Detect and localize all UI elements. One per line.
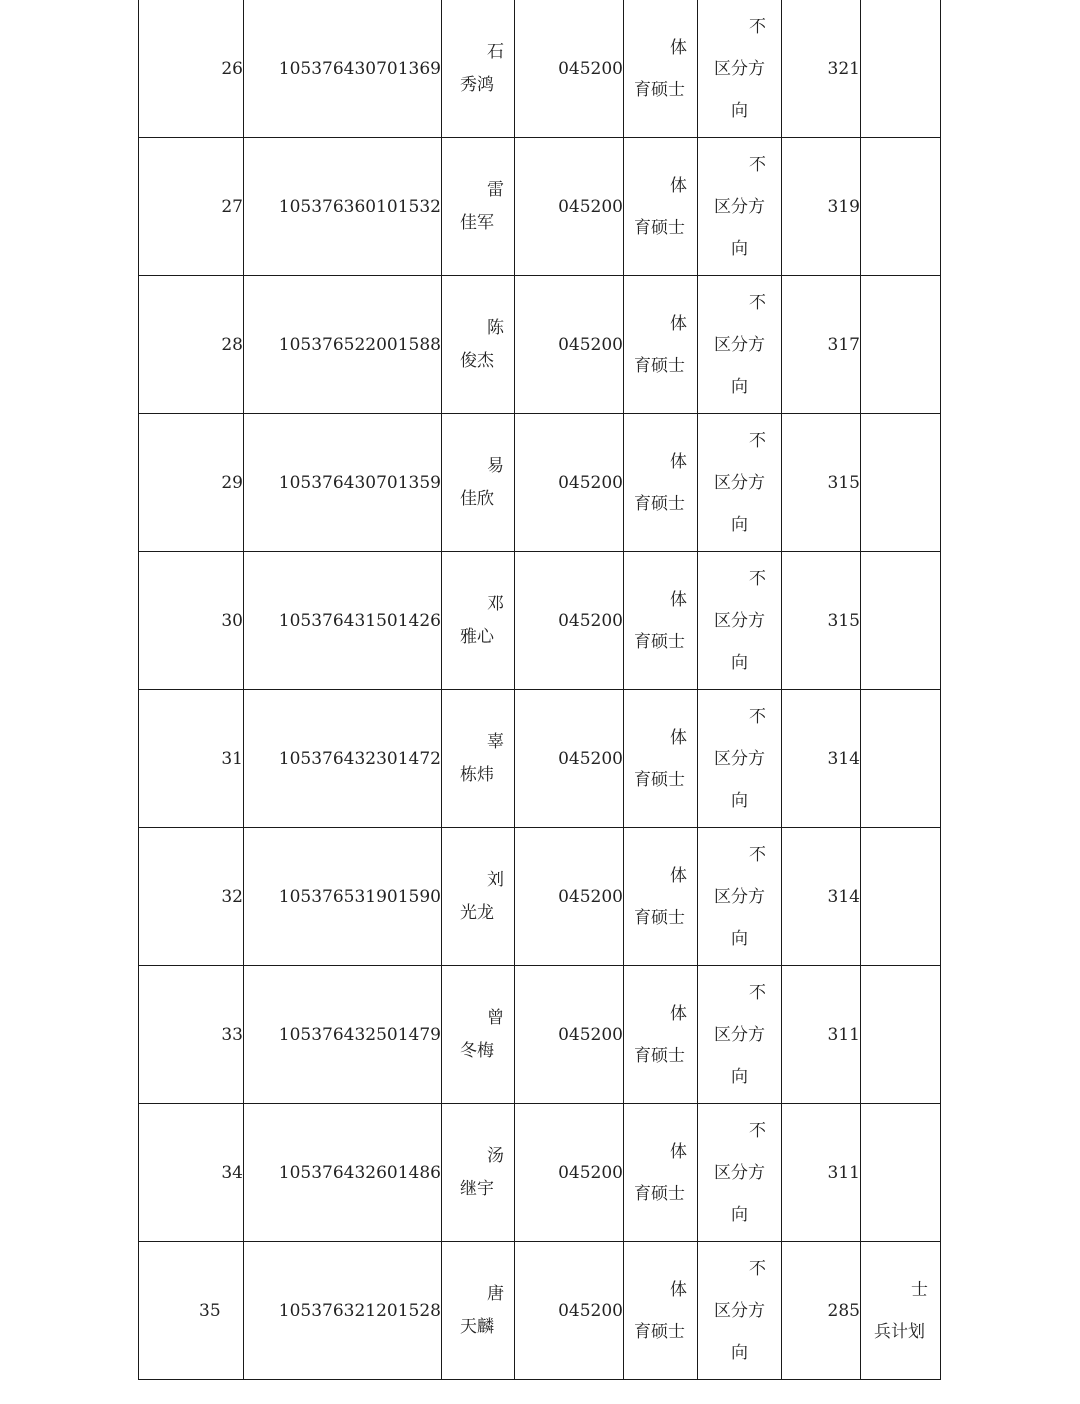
name-line-2: 俊杰 — [460, 350, 494, 371]
name-line-1: 邓 — [487, 593, 504, 614]
direction-line-3: 向 — [731, 514, 748, 535]
row-number-cell — [139, 414, 244, 552]
score-cell — [782, 0, 861, 138]
direction-cell — [698, 552, 782, 690]
direction-line-3: 向 — [731, 1066, 748, 1087]
major-code-cell — [515, 1242, 624, 1380]
table-row — [139, 276, 941, 414]
exam-id-cell — [244, 552, 442, 690]
score-cell — [782, 966, 861, 1104]
exam-id-cell — [244, 0, 442, 138]
table-row — [139, 138, 941, 276]
major-code: 045200 — [558, 58, 623, 79]
major-code: 045200 — [558, 1024, 623, 1045]
major-code-cell — [515, 1104, 624, 1242]
table-row — [139, 552, 941, 690]
direction-cell — [698, 276, 782, 414]
major-name-cell — [624, 276, 698, 414]
direction-line-3: 向 — [731, 790, 748, 811]
table-row — [139, 966, 941, 1104]
row-number: 27 — [221, 196, 243, 217]
exam-id: 105376432301472 — [278, 748, 441, 769]
major-code-cell — [515, 690, 624, 828]
name-line-1: 石 — [487, 41, 504, 62]
name-line-1: 辜 — [487, 731, 504, 752]
score-cell — [782, 690, 861, 828]
row-number-cell — [139, 1242, 244, 1380]
major-line-1: 体 — [670, 313, 687, 334]
score: 317 — [827, 334, 860, 355]
name-line-2: 冬梅 — [460, 1040, 494, 1061]
name-cell — [442, 552, 515, 690]
note-line-2: 兵计划 — [874, 1321, 925, 1342]
score: 315 — [827, 610, 860, 631]
major-line-2: 育硕士 — [634, 79, 685, 100]
name-line-2: 佳军 — [460, 212, 494, 233]
note-cell — [861, 828, 941, 966]
name-line-1: 雷 — [487, 179, 504, 200]
major-line-2: 育硕士 — [634, 217, 685, 238]
name-line-2: 栋炜 — [460, 764, 494, 785]
major-code: 045200 — [558, 196, 623, 217]
name-cell — [442, 828, 515, 966]
score: 314 — [827, 748, 860, 769]
major-line-2: 育硕士 — [634, 1321, 685, 1342]
direction-line-1: 不 — [749, 982, 766, 1003]
row-number: 33 — [221, 1024, 243, 1045]
name-line-2: 秀鸿 — [460, 74, 494, 95]
name-line-1: 陈 — [487, 317, 504, 338]
exam-id-cell — [244, 966, 442, 1104]
direction-line-3: 向 — [731, 652, 748, 673]
row-number-cell — [139, 138, 244, 276]
note-cell — [861, 138, 941, 276]
table-row — [139, 0, 941, 138]
exam-id-cell — [244, 1104, 442, 1242]
major-code: 045200 — [558, 472, 623, 493]
score: 314 — [827, 886, 860, 907]
direction-line-2: 区分方 — [714, 1162, 765, 1183]
row-number: 35 — [199, 1300, 221, 1321]
name-line-1: 易 — [487, 455, 504, 476]
major-line-2: 育硕士 — [634, 1045, 685, 1066]
direction-line-1: 不 — [749, 706, 766, 727]
direction-line-1: 不 — [749, 844, 766, 865]
direction-line-2: 区分方 — [714, 886, 765, 907]
direction-line-2: 区分方 — [714, 58, 765, 79]
table-row — [139, 1104, 941, 1242]
direction-line-3: 向 — [731, 238, 748, 259]
direction-line-3: 向 — [731, 376, 748, 397]
row-number-cell — [139, 0, 244, 138]
name-cell — [442, 966, 515, 1104]
name-cell — [442, 138, 515, 276]
direction-line-3: 向 — [731, 1342, 748, 1363]
row-number: 28 — [221, 334, 243, 355]
major-line-2: 育硕士 — [634, 355, 685, 376]
row-number-cell — [139, 1104, 244, 1242]
major-code: 045200 — [558, 1300, 623, 1321]
direction-cell — [698, 966, 782, 1104]
direction-line-1: 不 — [749, 292, 766, 313]
table-body — [139, 0, 941, 1380]
row-number: 32 — [221, 886, 243, 907]
score-cell — [782, 138, 861, 276]
direction-line-2: 区分方 — [714, 472, 765, 493]
major-line-2: 育硕士 — [634, 493, 685, 514]
major-name-cell — [624, 966, 698, 1104]
name-line-2: 佳欣 — [460, 488, 494, 509]
exam-id: 105376360101532 — [278, 196, 441, 217]
major-line-1: 体 — [670, 865, 687, 886]
direction-line-1: 不 — [749, 16, 766, 37]
direction-line-1: 不 — [749, 1120, 766, 1141]
major-code: 045200 — [558, 1162, 623, 1183]
note-cell — [861, 690, 941, 828]
note-line-1: 士 — [911, 1279, 928, 1300]
exam-id: 105376531901590 — [278, 886, 441, 907]
major-code: 045200 — [558, 610, 623, 631]
exam-id: 105376432601486 — [278, 1162, 441, 1183]
score-cell — [782, 276, 861, 414]
major-line-1: 体 — [670, 589, 687, 610]
major-line-1: 体 — [670, 451, 687, 472]
note-cell — [861, 414, 941, 552]
direction-line-3: 向 — [731, 100, 748, 121]
row-number: 30 — [221, 610, 243, 631]
table-row — [139, 1242, 941, 1380]
name-line-1: 曾 — [487, 1007, 504, 1028]
row-number-cell — [139, 828, 244, 966]
major-code-cell — [515, 414, 624, 552]
major-line-2: 育硕士 — [634, 631, 685, 652]
exam-id-cell — [244, 828, 442, 966]
note-cell — [861, 0, 941, 138]
row-number-cell — [139, 966, 244, 1104]
major-line-1: 体 — [670, 1279, 687, 1300]
name-line-1: 唐 — [487, 1283, 504, 1304]
major-name-cell — [624, 1104, 698, 1242]
major-line-2: 育硕士 — [634, 769, 685, 790]
major-name-cell — [624, 828, 698, 966]
row-number: 29 — [221, 472, 243, 493]
name-line-2: 雅心 — [460, 626, 494, 647]
major-name-cell — [624, 1242, 698, 1380]
score-cell — [782, 552, 861, 690]
row-number: 26 — [221, 58, 243, 79]
note-cell — [861, 966, 941, 1104]
score: 319 — [827, 196, 860, 217]
direction-cell — [698, 828, 782, 966]
score: 321 — [827, 58, 860, 79]
direction-line-2: 区分方 — [714, 748, 765, 769]
direction-line-2: 区分方 — [714, 1300, 765, 1321]
name-line-1: 汤 — [487, 1145, 504, 1166]
major-code-cell — [515, 276, 624, 414]
major-code-cell — [515, 0, 624, 138]
exam-id: 105376430701359 — [278, 472, 441, 493]
name-cell — [442, 276, 515, 414]
major-line-1: 体 — [670, 37, 687, 58]
direction-line-2: 区分方 — [714, 196, 765, 217]
major-name-cell — [624, 552, 698, 690]
exam-id-cell — [244, 1242, 442, 1380]
major-line-1: 体 — [670, 175, 687, 196]
direction-line-1: 不 — [749, 154, 766, 175]
major-name-cell — [624, 138, 698, 276]
direction-line-1: 不 — [749, 1258, 766, 1279]
table-row — [139, 828, 941, 966]
name-line-1: 刘 — [487, 869, 504, 890]
direction-cell — [698, 690, 782, 828]
row-number-cell — [139, 690, 244, 828]
direction-cell — [698, 1104, 782, 1242]
exam-id: 105376432501479 — [278, 1024, 441, 1045]
direction-line-3: 向 — [731, 928, 748, 949]
major-code-cell — [515, 828, 624, 966]
major-line-1: 体 — [670, 1003, 687, 1024]
major-line-2: 育硕士 — [634, 1183, 685, 1204]
direction-line-2: 区分方 — [714, 1024, 765, 1045]
major-code: 045200 — [558, 886, 623, 907]
direction-line-1: 不 — [749, 430, 766, 451]
exam-id: 105376430701369 — [278, 58, 441, 79]
admission-list-table — [138, 0, 941, 1380]
exam-id-cell — [244, 690, 442, 828]
direction-line-1: 不 — [749, 568, 766, 589]
row-number: 34 — [221, 1162, 243, 1183]
direction-cell — [698, 138, 782, 276]
exam-id: 105376321201528 — [278, 1300, 441, 1321]
score: 315 — [827, 472, 860, 493]
exam-id-cell — [244, 138, 442, 276]
score-cell — [782, 1104, 861, 1242]
major-code: 045200 — [558, 334, 623, 355]
name-line-2: 光龙 — [460, 902, 494, 923]
exam-id: 105376522001588 — [278, 334, 441, 355]
major-line-1: 体 — [670, 1141, 687, 1162]
major-code-cell — [515, 552, 624, 690]
exam-id-cell — [244, 276, 442, 414]
name-cell — [442, 1104, 515, 1242]
row-number-cell — [139, 552, 244, 690]
exam-id-cell — [244, 414, 442, 552]
score-cell — [782, 414, 861, 552]
table-row — [139, 414, 941, 552]
score: 285 — [827, 1300, 860, 1321]
score-cell — [782, 828, 861, 966]
major-name-cell — [624, 414, 698, 552]
major-name-cell — [624, 690, 698, 828]
name-cell — [442, 1242, 515, 1380]
note-cell — [861, 552, 941, 690]
table-row — [139, 690, 941, 828]
direction-line-2: 区分方 — [714, 334, 765, 355]
note-cell — [861, 1104, 941, 1242]
exam-id: 105376431501426 — [278, 610, 441, 631]
name-cell — [442, 0, 515, 138]
direction-line-2: 区分方 — [714, 610, 765, 631]
name-line-2: 天麟 — [460, 1316, 494, 1337]
direction-cell — [698, 414, 782, 552]
score: 311 — [827, 1024, 860, 1045]
direction-line-3: 向 — [731, 1204, 748, 1225]
name-line-2: 继宇 — [460, 1178, 494, 1199]
major-code-cell — [515, 966, 624, 1104]
row-number: 31 — [221, 748, 243, 769]
score: 311 — [827, 1162, 860, 1183]
row-number-cell — [139, 276, 244, 414]
direction-cell — [698, 0, 782, 138]
major-code-cell — [515, 138, 624, 276]
major-line-1: 体 — [670, 727, 687, 748]
score-cell — [782, 1242, 861, 1380]
note-cell — [861, 276, 941, 414]
major-code: 045200 — [558, 748, 623, 769]
major-line-2: 育硕士 — [634, 907, 685, 928]
name-cell — [442, 414, 515, 552]
name-cell — [442, 690, 515, 828]
note-cell — [861, 1242, 941, 1380]
direction-cell — [698, 1242, 782, 1380]
major-name-cell — [624, 0, 698, 138]
